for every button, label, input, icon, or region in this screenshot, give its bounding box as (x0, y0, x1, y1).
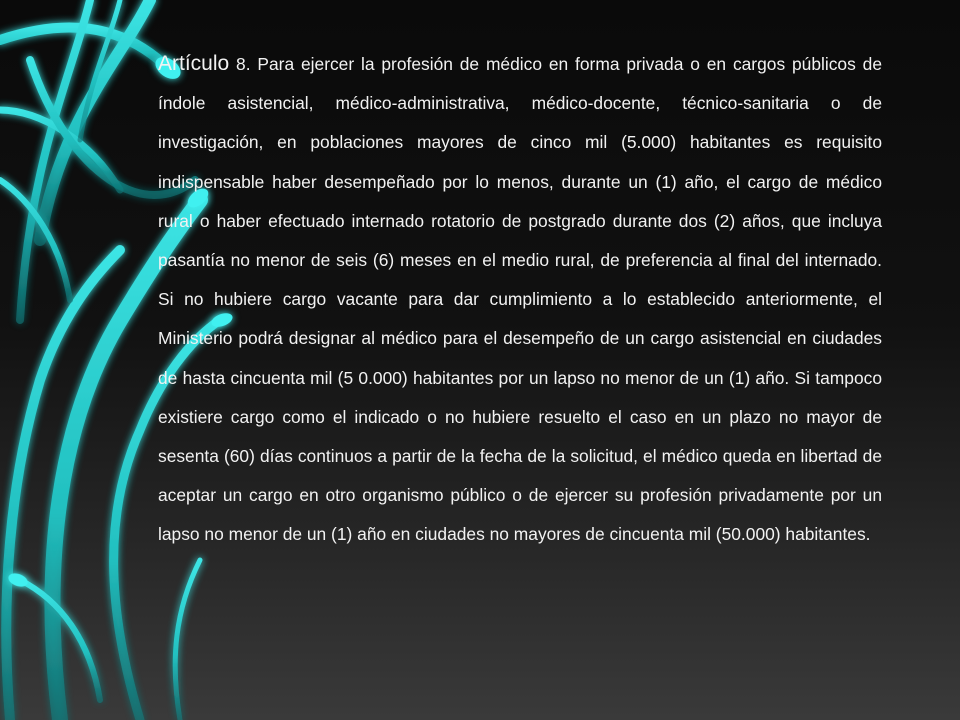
article-paragraph (158, 44, 882, 555)
article-lead-word: Artículo (158, 52, 230, 75)
article-body-text: 8. Para ejercer la profesión de médico en forma privada o en cargos públicos de índole asistencial, médico-administrativa, médico-docente, técnico-sanitaria o de investigación, en poblaciones mayores de cinco mil (5.000) habitantes es requisito indispensable haber desempeñado por lo menos, durante un (1) año, el cargo de médico rural o haber efectuado internado rotatorio de postgrado durante dos (2) años, que incluya pasantía no menor de seis (6) meses en el medio rural, de preferencia al final del internado. Si no hubiere cargo vacante para dar cumplimiento a lo establecido anteriormente, el Ministerio podrá designar al médico para el desempeño de un cargo asistencial en ciudades de hasta cincuenta mil (5 0.000) habitantes por un lapso no menor de un (1) año. Si tampoco existiere cargo como el indicado o no hubiere resuelto el caso en un plazo no mayor de sesenta (60) días continuos a partir de la fecha de la solicitud, el médico queda en libertad de aceptar un cargo en otro organismo público o de ejercer su profesión privadamente por un lapso no menor de un (1) año en ciudades no mayores de cincuenta mil (50.000) habitantes. (158, 54, 882, 545)
